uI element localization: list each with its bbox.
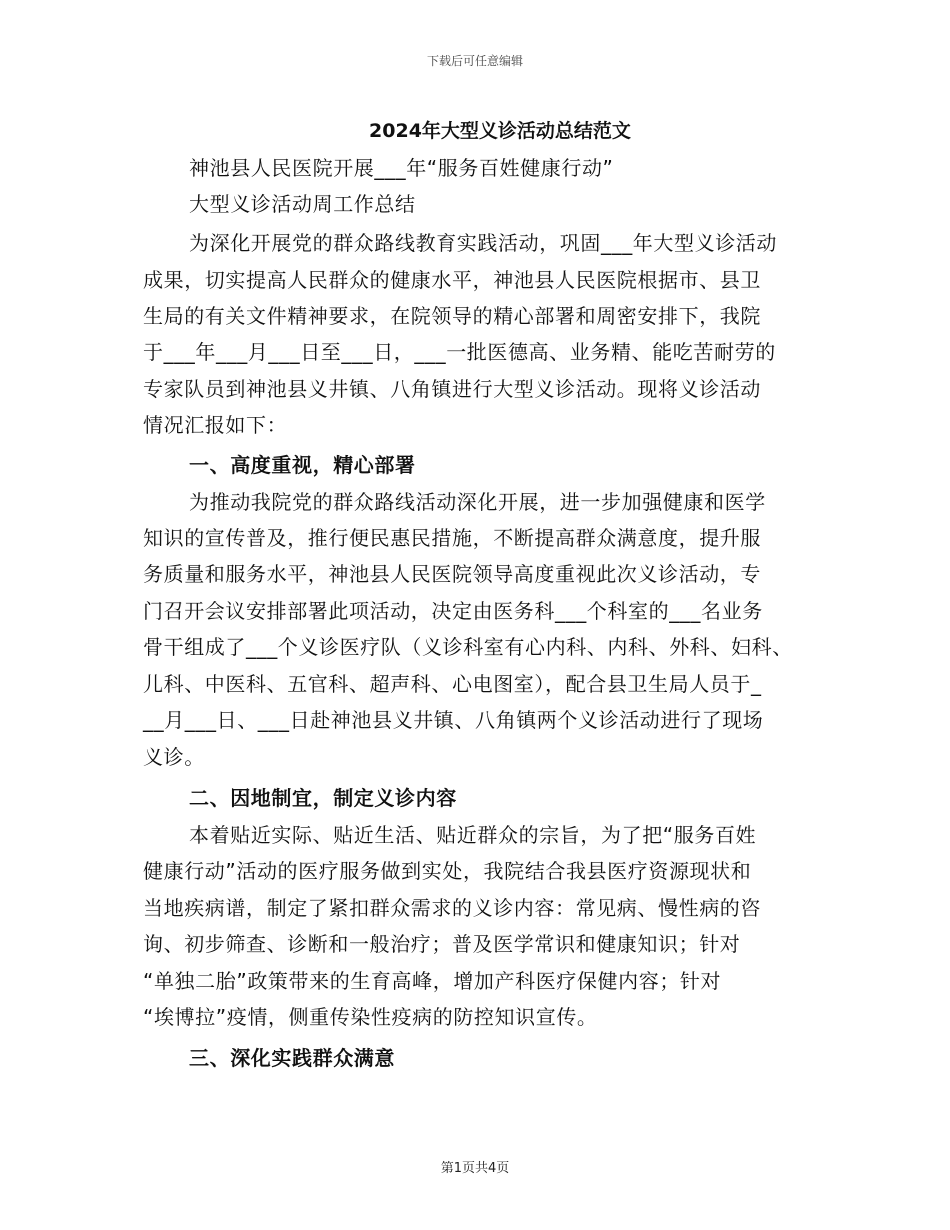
paragraph-2-line: __月___日、___日赴神池县义井镇、八角镇两个义诊活动进行了现场 bbox=[143, 708, 764, 732]
section-heading-1: 一、高度重视，精心部署 bbox=[189, 453, 416, 477]
page-number: 第1页共4页 bbox=[440, 1161, 510, 1176]
paragraph-3-line: 健康行动”活动的医疗服务做到实处，我院结合我县医疗资源现状和 bbox=[143, 859, 752, 883]
paragraph-2-line: 门召开会议安排部署此项活动，决定由医务科___个科室的___名业务 bbox=[143, 599, 763, 623]
paragraph-1-line: 生局的有关文件精神要求，在院领导的精心部署和周密安排下，我院 bbox=[143, 304, 761, 328]
paragraph-2-line: 为推动我院党的群众路线活动深化开展，进一步加强健康和医学 bbox=[189, 490, 766, 514]
paragraph-1-line: 情况汇报如下： bbox=[143, 413, 288, 437]
paragraph-1-line: 成果，切实提高人民群众的健康水平，神池县人民医院根据市、县卫 bbox=[143, 268, 761, 292]
paragraph-2-line: 务质量和服务水平，神池县人民医院领导高度重视此次义诊活动，专 bbox=[143, 562, 761, 586]
header-note: 下载后可任意编辑 bbox=[426, 54, 523, 68]
document-title: 2024年大型义诊活动总结范文 bbox=[369, 120, 631, 142]
paragraph-1-line: 为深化开展党的群众路线教育实践活动，巩固___年大型义诊活动 bbox=[189, 231, 777, 255]
paragraph-2-line: 儿科、中医科、五官科、超声科、心电图室），配合县卫生局人员于_ bbox=[143, 672, 762, 696]
paragraph-1-line: 专家队员到神池县义井镇、八角镇进行大型义诊活动。现将义诊活动 bbox=[143, 377, 761, 401]
paragraph-2-line: 知识的宣传普及，推行便民惠民措施，不断提高群众满意度，提升服 bbox=[143, 526, 761, 550]
paragraph-2-line: 骨干组成了___个义诊医疗队（义诊科室有心内科、内科、外科、妇科、 bbox=[143, 635, 793, 659]
section-heading-3: 三、深化实践群众满意 bbox=[189, 1046, 395, 1070]
paragraph-3-line: “单独二胎”政策带来的生育高峰，增加产科医疗保健内容；针对 bbox=[143, 969, 722, 993]
paragraph-3-line: 当地疾病谱，制定了紧扣群众需求的义诊内容：常见病、慢性病的咨 bbox=[143, 896, 761, 920]
section-heading-2: 二、因地制宜，制定义诊内容 bbox=[189, 786, 457, 810]
paragraph-3-line: 本着贴近实际、贴近生活、贴近群众的宗旨，为了把“服务百姓 bbox=[189, 823, 757, 847]
paragraph-2-line: 义诊。 bbox=[143, 745, 205, 769]
paragraph-3-line: 询、初步筛查、诊断和一般治疗；普及医学常识和健康知识；针对 bbox=[143, 932, 741, 956]
paragraph-3-line: “埃博拉”疫情，侧重传染性疫病的防控知识宣传。 bbox=[143, 1005, 598, 1029]
subtitle-line-1: 神池县人民医院开展___年“服务百姓健康行动” bbox=[189, 156, 614, 180]
subtitle-line-2: 大型义诊活动周工作总结 bbox=[189, 192, 416, 216]
paragraph-1-line: 于___年___月___日至___日，___一批医德高、业务精、能吃苦耐劳的 bbox=[143, 340, 776, 364]
